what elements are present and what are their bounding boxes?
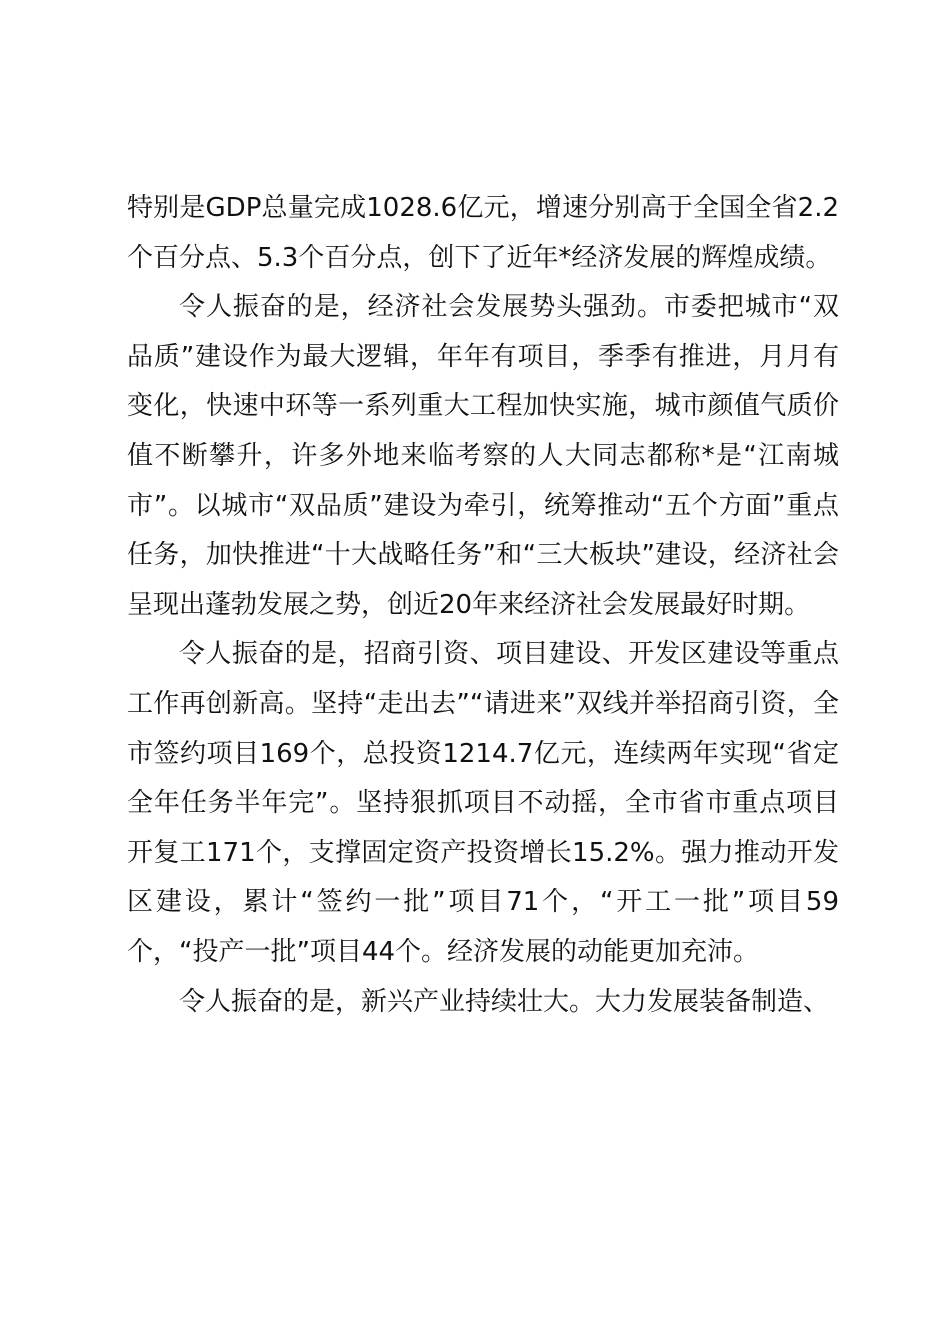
paragraph-gdp-results: 特别是GDP总量完成1028.6亿元，增速分别高于全国全省2.2个百分点、5.3个百分点，创下了近年*经济发展的辉煌成绩。 bbox=[127, 193, 839, 273]
paragraph-emerging-industries: 令人振奋的是，新兴产业持续壮大。大力发展装备制造、 bbox=[179, 986, 830, 1017]
paragraph-development-momentum: 令人振奋的是，经济社会发展势头强劲。市委把城市“双品质”建设作为最大逻辑，年年有项目，季季有推进，月月有变化，快速中环等一系列重大工程加快实施，城市颜值气质价值不断攀升，许多外地来临考察的人大同志都称*是“江南城市”。以城市“双品质”建设为牵引，统筹推动“五个方面”重点任务，加快推进“十大战略任务”和“三大板块”建设，经济社会呈现出蓬勃发展之势，创近20年来经济社会发展最好时期。 bbox=[127, 292, 839, 620]
document-body bbox=[127, 184, 839, 1027]
paragraph-investment-projects: 令人振奋的是，招商引资、项目建设、开发区建设等重点工作再创新高。坚持“走出去”“请进来”双线并举招商引资，全市签约项目169个，总投资1214.7亿元，连续两年实现“省定全年任务半年完”。坚持狠抓项目不动摇，全市省市重点项目开复工171个，支撑固定资产投资增长15.2%。强力推动开发区建设，累计“签约一批”项目71个，“开工一批”项目59个，“投产一批”项目44个。经济发展的动能更加充沛。 bbox=[127, 639, 839, 967]
